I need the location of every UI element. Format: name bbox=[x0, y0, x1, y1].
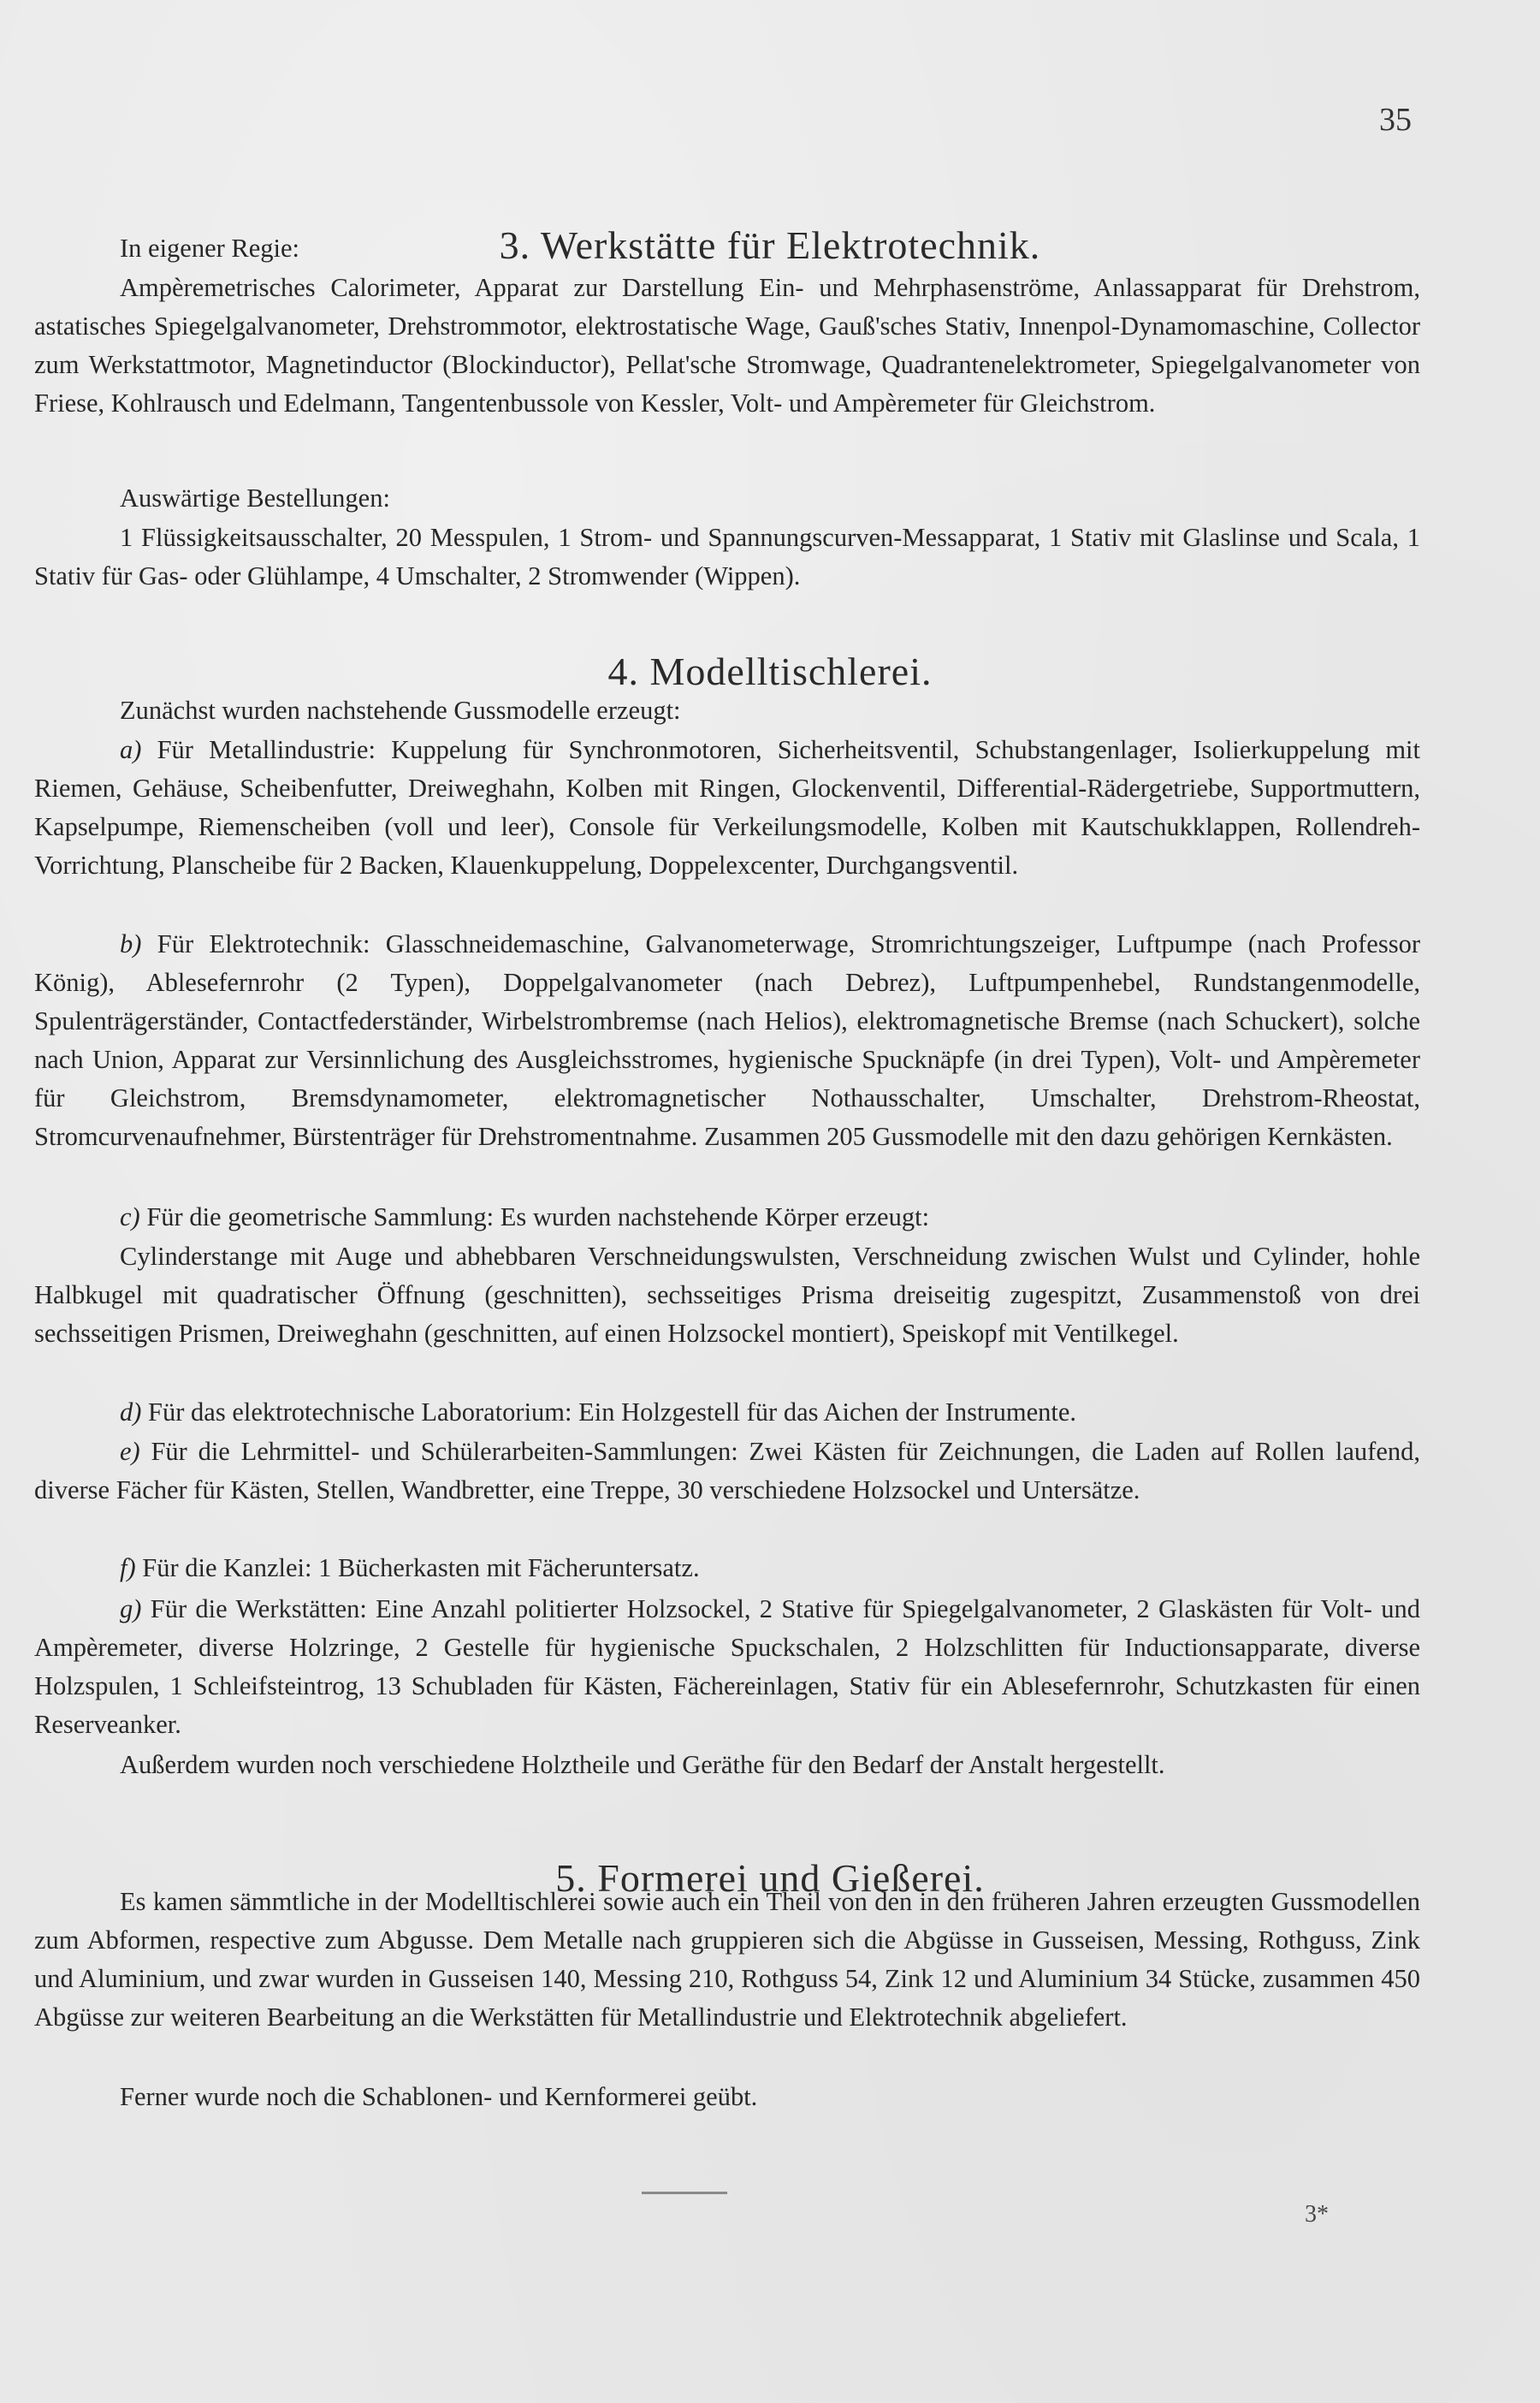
page-number: 35 bbox=[1379, 102, 1412, 138]
paragraph-g-werkstaetten bbox=[34, 1590, 1420, 1744]
paragraph-a-metallindustrie bbox=[34, 731, 1420, 885]
list-marker-f: f) bbox=[120, 1553, 136, 1582]
paragraph-eigene-regie-items: Ampèremetrisches Calorimeter, Apparat zur Darstellung Ein- und Mehrphasenströme, Anlassapparat für Drehstrom, astatisches Spiegelgalvanometer, Drehstrommotor, elektrostatische Wage, Gauß'sches Stativ, Innenpol-Dynamomaschine, Collector zum Werkstattmotor, Magnetinductor (Blockinductor), Pellat'sche Stromwage, Quadrantenelektrometer, Spiegelgalvanometer von Friese, Kohlrausch und Edelmann, Tangentenbussole von Kessler, Volt- und Ampèremeter für Gleichstrom. bbox=[34, 273, 1420, 418]
paragraph-intro-gussmodelle: Zunächst wurden nachstehende Gussmodelle erzeugt: bbox=[120, 696, 681, 725]
paragraph-e-lehrmittel bbox=[34, 1433, 1420, 1510]
section-heading-werkstaette-elektrotechnik: 3. Werkstätte für Elektrotechnik. bbox=[499, 223, 1041, 268]
list-marker-a: a) bbox=[120, 735, 142, 764]
paragraph-schablonen: Ferner wurde noch die Schablonen- und Kernformerei geübt. bbox=[120, 2082, 758, 2111]
signature-mark: 3* bbox=[1305, 2201, 1329, 2228]
section-heading-formerei-giesserei: 5. Formerei und Gießerei. bbox=[555, 1856, 985, 1901]
paragraph-text: Für die Werkstätten: Eine Anzahl politierter Holzsockel, 2 Stative für Spiegelgalvanometer, 2 Glaskästen für Volt- und Ampèremeter, diverse Holzringe, 2 Gestelle für hygienische Spuckschalen, 2 Holzschlitten für Inductionsapparate, diverse Holzspulen, 1 Schleifsteintrog, 13 Schubladen für Kästen, Fächereinlagen, Stativ für ein Ablesefernrohr, Schutzkasten für einen Reserveanker. bbox=[34, 1594, 1420, 1739]
paragraph-geometrische-koerper: Cylinderstange mit Auge und abhebbaren Verschneidungswulsten, Verschneidung zwischen Wulst und Cylinder, hohle Halbkugel mit quadratischer Öffnung (geschnitten), sechsseitiges Prisma dreiseitig zugespitzt, Zusammenstoß von drei sechsseitigen Prismen, Dreiweghahn (geschnitten, auf einen Holzsockel montiert), Speiskopf mit Ventilkegel. bbox=[34, 1242, 1420, 1348]
footer-divider bbox=[642, 2192, 727, 2194]
section-label-auswaertige-bestellungen: Auswärtige Bestellungen: bbox=[120, 484, 390, 513]
list-marker-d: d) bbox=[120, 1397, 142, 1427]
paragraph-d-laboratorium bbox=[34, 1393, 1420, 1432]
paragraph-ausserdem: Außerdem wurden noch verschiedene Holztheile und Geräthe für den Bedarf der Anstalt hergestellt. bbox=[120, 1750, 1165, 1779]
paragraph-c-geometrische-sammlung bbox=[34, 1198, 1420, 1237]
paragraph-text: Für das elektrotechnische Laboratorium: Ein Holzgestell für das Aichen der Instrumente. bbox=[141, 1397, 1077, 1427]
list-marker-e: e) bbox=[120, 1437, 140, 1466]
paragraph-abguesse: Es kamen sämmtliche in der Modelltischlerei sowie auch ein Theil von den in den früheren Jahren erzeugten Gussmodellen zum Abformen, respective zum Abgusse. Dem Metalle nach gruppieren sich die Abgüsse in Gusseisen, Messing, Rothguss, Zink und Aluminium, und zwar wurden in Gusseisen 140, Messing 210, Rothguss 54, Zink 12 und Aluminium 34 Stücke, zusammen 450 Abgüsse zur weiteren Bearbeitung an die Werkstätten für Metallindustrie und Elektrotechnik abgeliefert. bbox=[34, 1887, 1420, 2032]
section-heading-modelltischlerei: 4. Modelltischlerei. bbox=[607, 650, 933, 694]
paragraph-f-kanzlei bbox=[34, 1549, 1420, 1587]
list-marker-b: b) bbox=[120, 929, 142, 958]
list-marker-c: c) bbox=[120, 1202, 140, 1231]
paragraph-text: Für die Kanzlei: 1 Bücherkasten mit Fächeruntersatz. bbox=[135, 1553, 700, 1582]
paragraph-auswaertige-bestellungen-items: 1 Flüssigkeitsausschalter, 20 Messpulen, 1 Strom- und Spannungscurven-Messapparat, 1 Stativ mit Glaslinse und Scala, 1 Stativ für Gas- oder Glühlampe, 4 Umschalter, 2 Stromwender (Wippen). bbox=[34, 523, 1420, 590]
paragraph-text: Für Elektrotechnik: Glasschneidemaschine, Galvanometerwage, Stromrichtungszeiger, Luftpumpe (nach Professor König), Ablesefernrohr (2 Typen), Doppelgalvanometer (nach Debrez), Luftpumpenhebel, Rundstangenmodelle, Spulenträgerständer, Contactfederständer, Wirbelstrombremse (nach Helios), elektromagnetische Bremse (nach Schuckert), solche nach Union, Apparat zur Versinnlichung des Ausgleichsstromes, hygienische Spucknäpfe (in drei Typen), Volt- und Ampèremeter für Gleichstrom, Bremsdynamometer, elektromagnetischer Nothausschalter, Umschalter, Drehstrom-Rheostat, Stromcurvenaufnehmer, Bürstenträger für Drehstromentnahme. Zusammen 205 Gussmodelle mit den dazu gehörigen Kernkästen. bbox=[34, 929, 1420, 1151]
paragraph-text: Für Metallindustrie: Kuppelung für Synchronmotoren, Sicherheitsventil, Schubstangenlager, Isolierkuppelung mit Riemen, Gehäuse, Scheibenfutter, Dreiweghahn, Kolben mit Ringen, Glockenventil, Differential-Rädergetriebe, Supportmuttern, Kapselpumpe, Riemenscheiben (voll und leer), Console für Verkeilungsmodelle, Kolben mit Kautschukklappen, Rollendreh-Vorrichtung, Planscheibe für 2 Backen, Klauenkuppelung, Doppelexcenter, Durchgangsventil. bbox=[34, 735, 1420, 880]
list-marker-g: g) bbox=[120, 1594, 142, 1623]
paragraph-text: Für die geometrische Sammlung: Es wurden nachstehende Körper erzeugt: bbox=[139, 1202, 930, 1231]
paragraph-b-elektrotechnik bbox=[34, 925, 1420, 1156]
paragraph-text: Für die Lehrmittel- und Schülerarbeiten-Sammlungen: Zwei Kästen für Zeichnungen, die Laden auf Rollen laufend, diverse Fächer für Kästen, Stellen, Wandbretter, eine Treppe, 30 verschiedene Holzsockel und Untersätze. bbox=[34, 1437, 1420, 1504]
section-label-eigene-regie: In eigener Regie: bbox=[120, 234, 300, 263]
